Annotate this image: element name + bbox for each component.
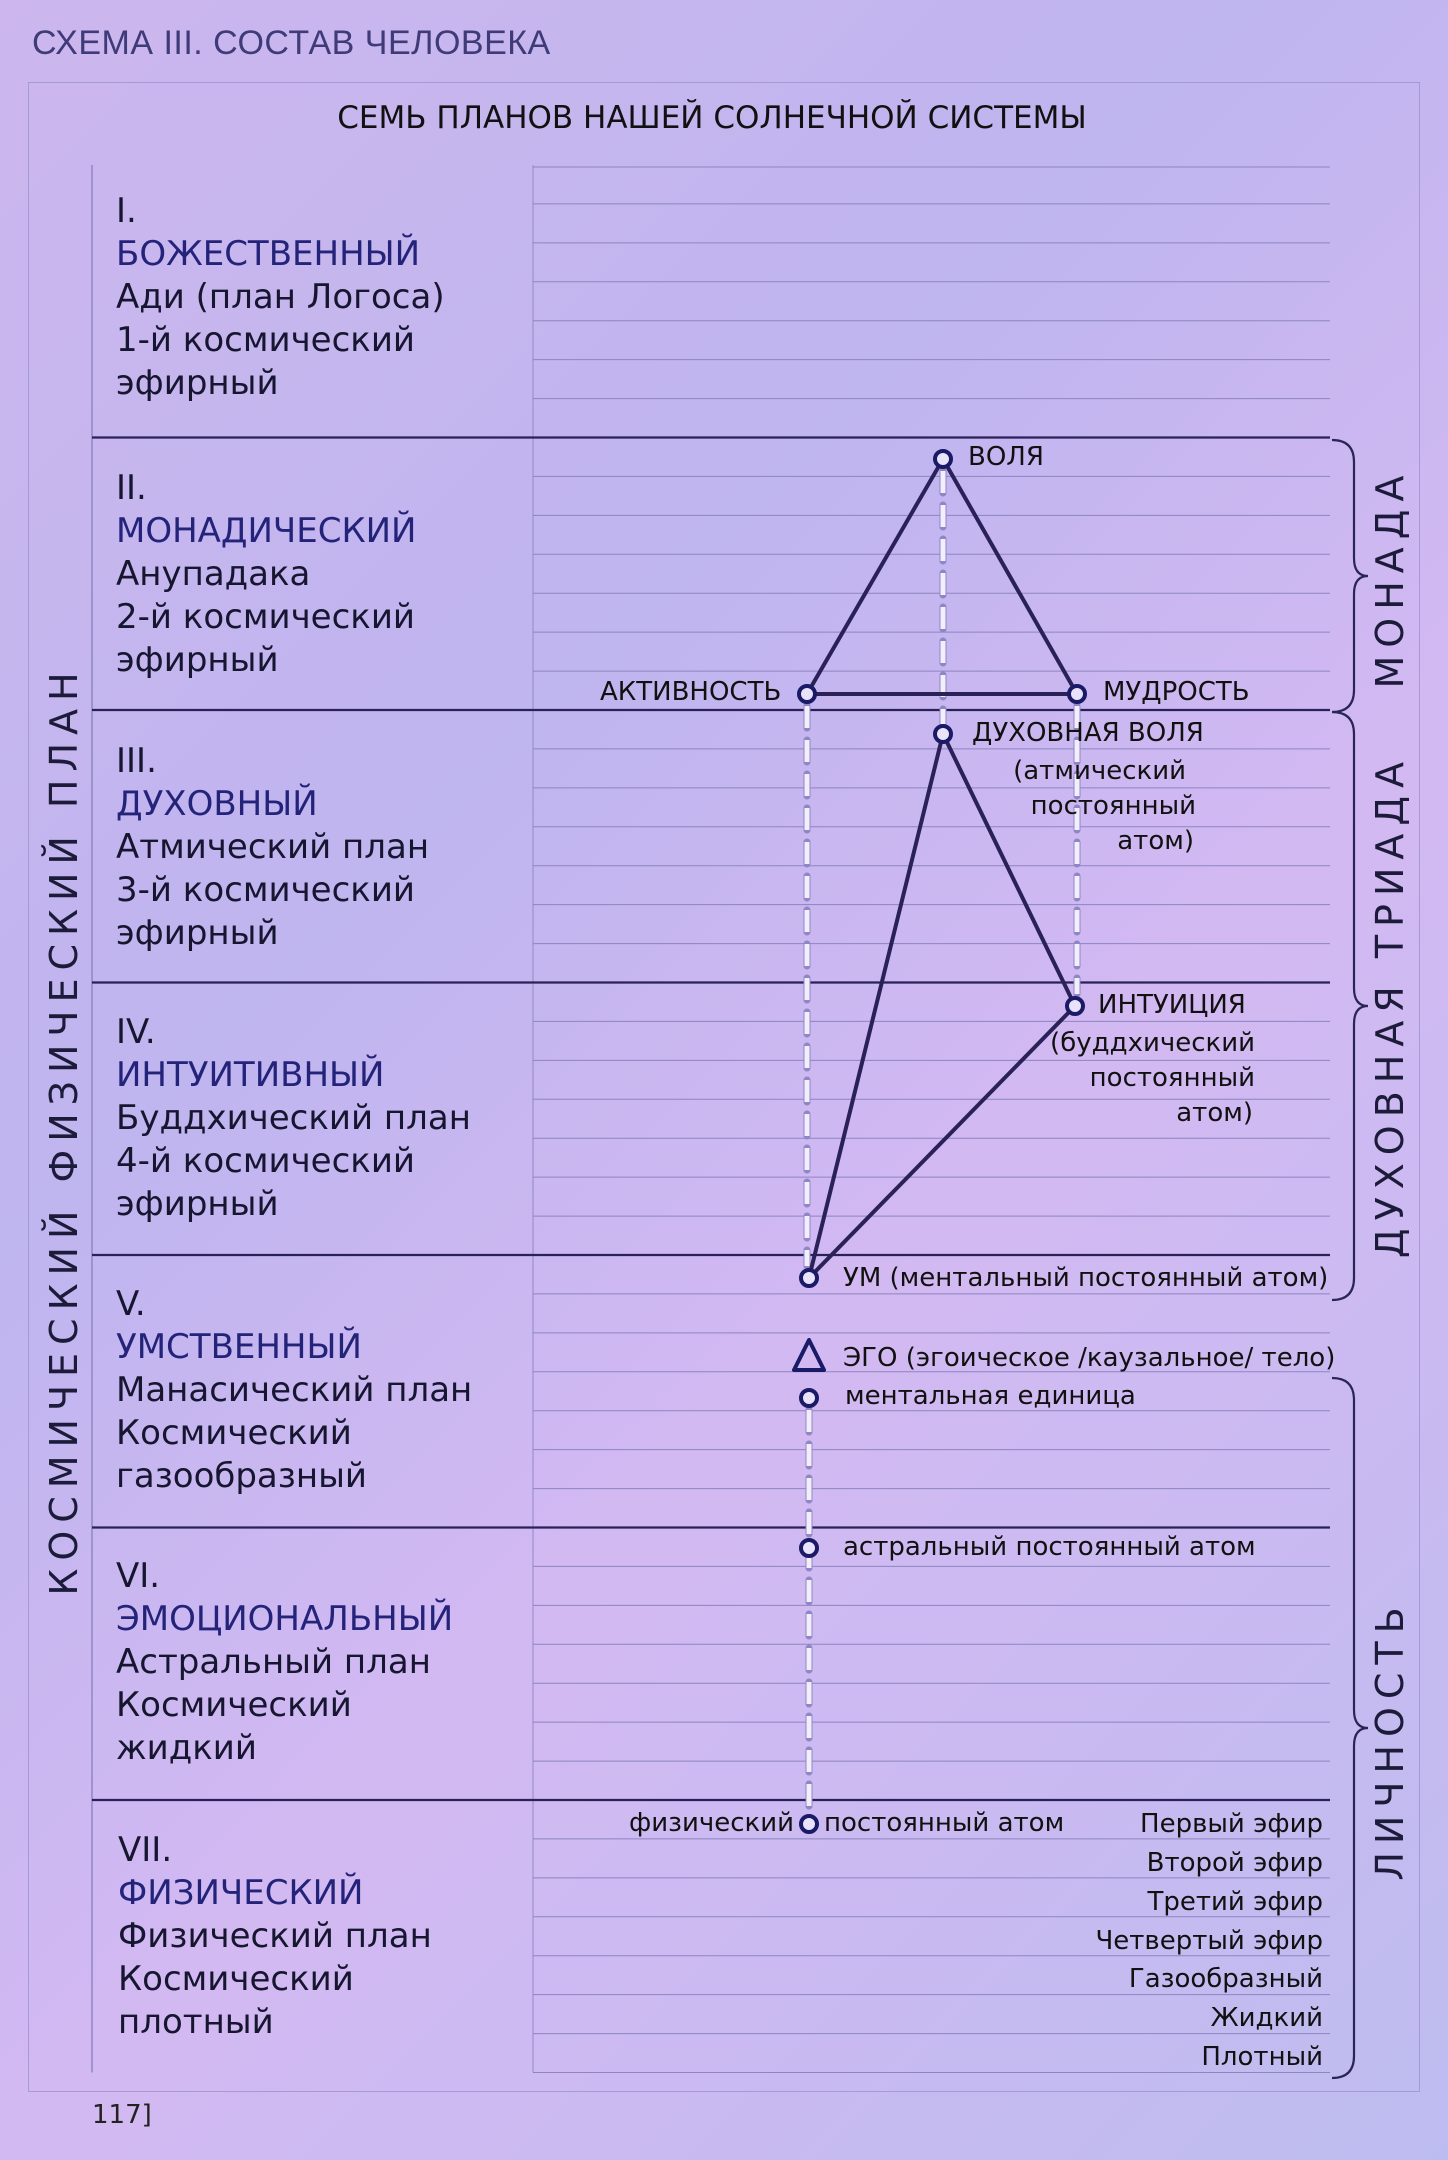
mental-unit-node: [801, 1390, 817, 1406]
subplane-fourth-ether: Четвертый эфир: [1095, 1926, 1323, 1956]
plane-4-label: IV. ИНТУИТИВНЫЙ Буддхический план 4-й космический эфирный: [116, 1012, 471, 1224]
physical-atom-left-label: физический: [629, 1808, 795, 1838]
will-label: ВОЛЯ: [968, 442, 1044, 472]
monada-label: МОНАДА: [1368, 467, 1412, 689]
spiritual-will-sub-1: (атмический: [1013, 756, 1186, 786]
mental-atom: [801, 1270, 817, 1286]
mental-unit-label: ментальная единица: [845, 1381, 1136, 1411]
ego-triangle-marker: [794, 1340, 824, 1370]
spiritual-will-sub-2: постоянный: [1030, 791, 1196, 821]
page-header: СХЕМА III. СОСТАВ ЧЕЛОВЕКА: [32, 24, 551, 62]
mind-label: УМ (ментальный постоянный атом): [843, 1263, 1329, 1293]
intuition-sub-2: постоянный: [1089, 1063, 1255, 1093]
spiritual-triad-label: ДУХОВНАЯ ТРИАДА: [1368, 753, 1412, 1259]
subplane-third-ether: Третий эфир: [1147, 1887, 1323, 1917]
plane-6-label: VI. ЭМОЦИОНАЛЬНЫЙ Астральный план Космический жидкий: [116, 1556, 454, 1768]
plane-7-label: VII. ФИЗИЧЕСКИЙ Физический план Космический плотный: [118, 1830, 432, 2042]
right-braces: [1332, 440, 1368, 2078]
plane-2-label: II. МОНАДИЧЕСКИЙ Анупадака 2-й космический эфирный: [116, 468, 417, 680]
activity-atom: [799, 686, 815, 702]
intuition-sub-1: (буддхический: [1050, 1028, 1255, 1058]
buddhic-atom: [1067, 998, 1083, 1014]
subplane-dense: Плотный: [1201, 2042, 1323, 2072]
subplane-gaseous: Газообразный: [1128, 1964, 1323, 1994]
monada-brace: [1332, 440, 1368, 712]
atmic-atom: [935, 726, 951, 742]
will-atom: [935, 451, 951, 467]
wisdom-label: МУДРОСТЬ: [1103, 677, 1250, 707]
diagram-title: СЕМЬ ПЛАНОВ НАШЕЙ СОЛНЕЧНОЙ СИСТЕМЫ: [337, 100, 1087, 136]
subplane-liquid: Жидкий: [1210, 2003, 1323, 2033]
plane-5-label: V. УМСТВЕННЫЙ Манасический план Космический газообразный: [116, 1284, 473, 1496]
subplane-second-ether: Второй эфир: [1146, 1848, 1323, 1878]
spiritual-will-label: ДУХОВНАЯ ВОЛЯ: [972, 718, 1204, 748]
ego-label: ЭГО (эгоическое /каузальное/ тело): [843, 1343, 1336, 1373]
intuition-label: ИНТУИЦИЯ: [1098, 990, 1246, 1020]
personality-label: ЛИЧНОСТЬ: [1368, 1599, 1412, 1881]
subplane-first-ether: Первый эфир: [1140, 1809, 1323, 1839]
astral-atom-label: астральный постоянный атом: [843, 1532, 1256, 1562]
physical-atom: [801, 1816, 817, 1832]
wisdom-atom: [1069, 686, 1085, 702]
physical-atom-right-label: постоянный атом: [824, 1808, 1065, 1838]
astral-atom: [801, 1540, 817, 1556]
page-number: 117]: [92, 2100, 152, 2130]
cosmic-physical-plane-label: КОСМИЧЕСКИЙ ФИЗИЧЕСКИЙ ПЛАН: [42, 664, 86, 1596]
activity-label: АКТИВНОСТЬ: [600, 677, 782, 707]
plane-3-label: III. ДУХОВНЫЙ Атмический план 3-й космический эфирный: [116, 741, 430, 953]
spiritual-will-sub-3: атом): [1117, 826, 1194, 856]
plane-1-label: I. БОЖЕСТВЕННЫЙ Ади (план Логоса) 1-й космический эфирный: [116, 191, 445, 403]
lichnost-brace: [1332, 1378, 1368, 2078]
triada-brace: [1332, 712, 1368, 1300]
intuition-sub-3: атом): [1176, 1098, 1253, 1128]
